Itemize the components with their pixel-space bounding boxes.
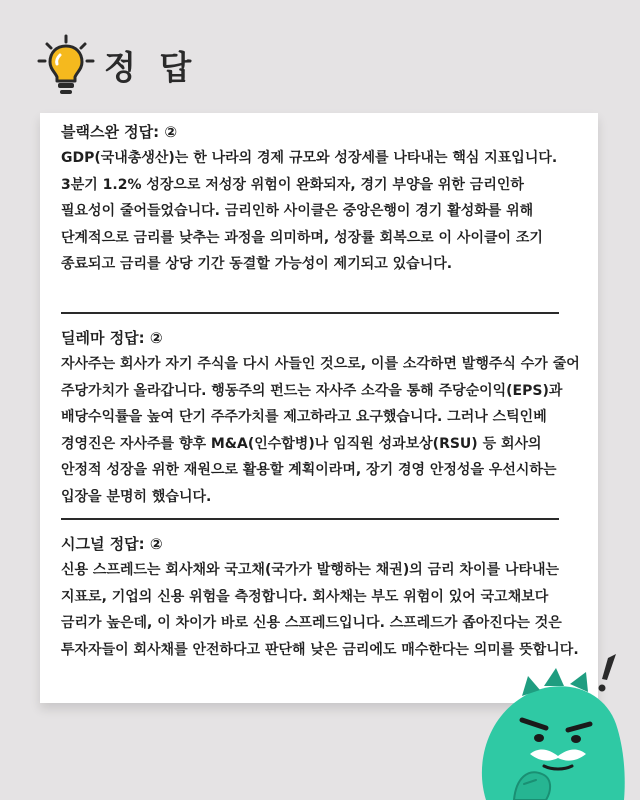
section-title: 딜레마 정답: ② — [61, 329, 163, 347]
page-title: 정 답 — [104, 47, 198, 87]
section-body: GDP(국내총생산)는 한 나라의 경제 규모와 성장세를 나타내는 핵심 지표입니다. 3분기 1.2% 성장으로 저성장 위험이 완화되자, 경기 부양을 위한 금리인하 필요성이 줄어들었습니다. 금리인하 사이클은 중앙은행이 경기 활성화를 위해 단계적으로 금리를 낮추는 과정을 의미하며, 성장률 회복으로 이 사이클이 조기 종료되고 금리를 상당 기간 동결할 가능성이 제기되고 있습니다. — [61, 150, 558, 272]
answer-card — [40, 113, 598, 703]
divider — [61, 518, 559, 520]
page-header — [36, 30, 197, 100]
section-title: 블랙스완 정답: ② — [61, 123, 178, 141]
answer-section-signal — [61, 531, 581, 663]
dinosaur-mascot-icon — [466, 650, 640, 800]
section-body: 신용 스프레드는 회사채와 국고채(국가가 발행하는 채권)의 금리 차이를 나타내는 지표로, 기업의 신용 위험을 측정합니다. 회사채는 부도 위험이 있어 국고채보다 금리가 높은데, 이 차이가 바로 신용 스프레드입니다. 스프레드가 좁아진다는 것은 투자자들이 회사채를 안전하다고 판단해 낮은 금리에도 매수한다는 의미를 뜻합니다. — [61, 562, 579, 658]
answer-section-dilemma — [61, 325, 581, 510]
answer-section-black-swan — [61, 119, 581, 278]
lightbulb-icon — [36, 33, 96, 97]
section-title: 시그널 정답: ② — [61, 535, 163, 553]
section-body: 자사주는 회사가 자기 주식을 다시 사들인 것으로, 이를 소각하면 발행주식 수가 줄어 주당가치가 올라갑니다. 행동주의 펀드는 자사주 소각을 통해 주당순이익(EPS)과 배당수익률을 높여 단기 주주가치를 제고하라고 요구했습니다. 그러나 스틱인베 경영진은 자사주를 향후 M&A(인수합병)나 임직원 성과보상(RSU) 등 회사의 안정적 성장을 위한 재원으로 활용할 계획이라며, 장기 경영 안정성을 우선시하는 입장을 분명히 했습니다. — [61, 356, 580, 505]
divider — [61, 312, 559, 314]
